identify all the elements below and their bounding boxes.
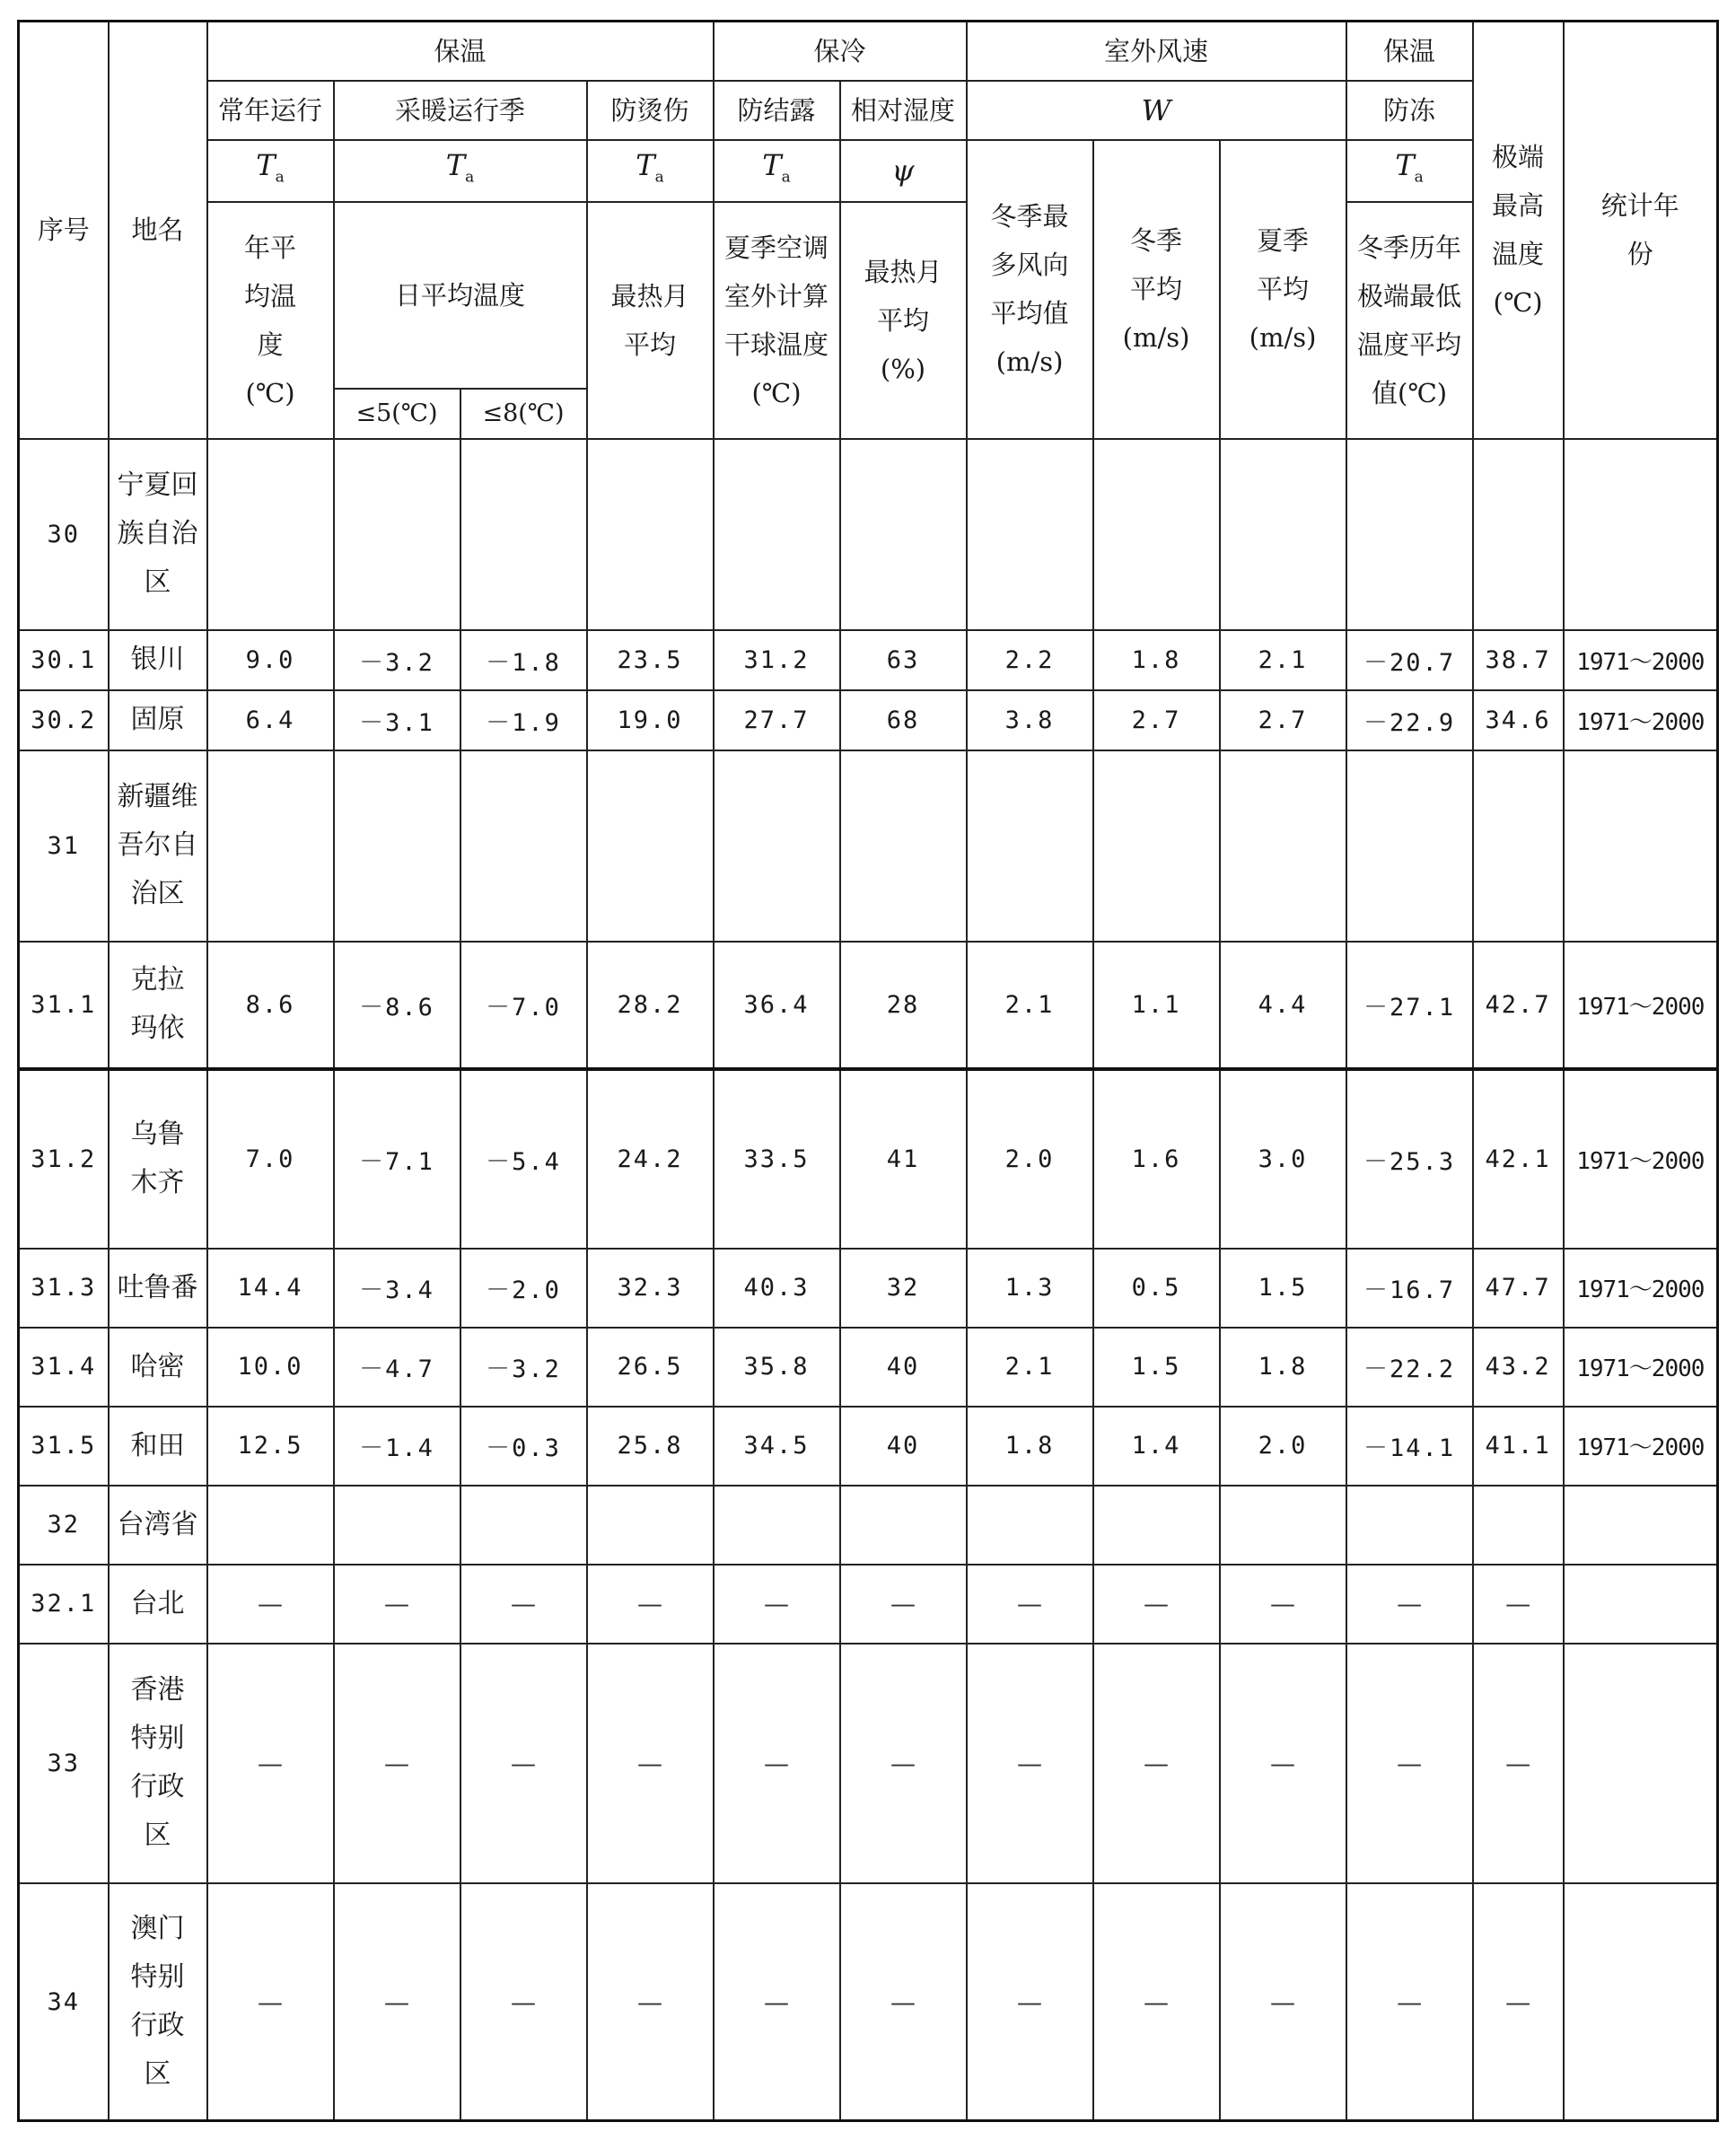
cell-stat-years bbox=[1564, 1644, 1718, 1883]
header-insulation-2: 保温 bbox=[1346, 22, 1473, 81]
cell-stat-years: 1971～2000 bbox=[1564, 1407, 1718, 1486]
cell-stat-years: 1971～2000 bbox=[1564, 942, 1718, 1069]
cell-le5: －8.6 bbox=[334, 942, 460, 1069]
cell-summer-avg-wind: 2.1 bbox=[1220, 630, 1346, 690]
row-seq: 31.5 bbox=[19, 1407, 109, 1486]
row-seq: 30 bbox=[19, 439, 109, 630]
cell-summer-ac-dry-bulb: 27.7 bbox=[714, 690, 840, 750]
cell-dash: — bbox=[714, 1644, 840, 1883]
cell-summer-ac-dry-bulb: 31.2 bbox=[714, 630, 840, 690]
row-place: 吐鲁番 bbox=[109, 1249, 207, 1328]
cell-dash: — bbox=[1346, 1883, 1473, 2121]
cell-dash: — bbox=[334, 1883, 460, 2121]
header-winter-avg: 冬季平均(m/s) bbox=[1093, 140, 1220, 439]
cell-le8: －3.2 bbox=[460, 1328, 587, 1407]
cell-winter-extreme-min: －16.7 bbox=[1346, 1249, 1473, 1328]
cell-annual-avg-temp: 8.6 bbox=[207, 942, 334, 1069]
row-seq: 32 bbox=[19, 1486, 109, 1565]
header-hottest-month-avg-pct: 最热月平均(%) bbox=[840, 202, 967, 439]
cell-le8: －2.0 bbox=[460, 1249, 587, 1328]
cell-winter-extreme-min: －14.1 bbox=[1346, 1407, 1473, 1486]
cell-extreme-high: 34.6 bbox=[1473, 690, 1564, 750]
row-place: 银川 bbox=[109, 630, 207, 690]
cell-dash: — bbox=[840, 1565, 967, 1644]
cell-annual-avg-temp: 14.4 bbox=[207, 1249, 334, 1328]
row-place: 克拉玛依 bbox=[109, 942, 207, 1069]
cell-dash: — bbox=[1093, 1565, 1220, 1644]
cell-winter-prevailing-wind: 3.8 bbox=[967, 690, 1093, 750]
row-place: 固原 bbox=[109, 690, 207, 750]
cell-summer-avg-wind: 1.5 bbox=[1220, 1249, 1346, 1328]
cell-summer-avg-wind: 2.0 bbox=[1220, 1407, 1346, 1486]
cell-stat-years: 1971～2000 bbox=[1564, 1249, 1718, 1328]
cell-relative-humidity: 32 bbox=[840, 1249, 967, 1328]
table-row bbox=[19, 1486, 1718, 1565]
cell-dash: — bbox=[1473, 1644, 1564, 1883]
cell-dash: — bbox=[967, 1883, 1093, 2121]
row-place: 和田 bbox=[109, 1407, 207, 1486]
cell-dash: — bbox=[587, 1644, 714, 1883]
cell-stat-years bbox=[1564, 1565, 1718, 1644]
row-place: 哈密 bbox=[109, 1328, 207, 1407]
cell-annual-avg-temp: 7.0 bbox=[207, 1069, 334, 1249]
cell-annual-avg-temp: 10.0 bbox=[207, 1328, 334, 1407]
row-place: 乌鲁木齐 bbox=[109, 1069, 207, 1249]
header-summer-avg: 夏季平均(m/s) bbox=[1220, 140, 1346, 439]
cell-summer-avg-wind: 4.4 bbox=[1220, 942, 1346, 1069]
header-wind: 室外风速 bbox=[967, 22, 1346, 81]
cell-stat-years: 1971～2000 bbox=[1564, 1069, 1718, 1249]
table-row bbox=[19, 1407, 1718, 1486]
cell-stat-years: 1971～2000 bbox=[1564, 630, 1718, 690]
cell-summer-avg-wind: 2.7 bbox=[1220, 690, 1346, 750]
row-place: 香港特别行政区 bbox=[109, 1644, 207, 1883]
cell-hottest-month-avg: 19.0 bbox=[587, 690, 714, 750]
cell-dash: — bbox=[587, 1883, 714, 2121]
row-seq: 34 bbox=[19, 1883, 109, 2121]
cell-dash: — bbox=[460, 1883, 587, 2121]
cell-dash: — bbox=[1346, 1644, 1473, 1883]
header-anti-condensation: 防结露 bbox=[714, 81, 840, 140]
table-row bbox=[19, 630, 1718, 690]
cell-relative-humidity: 28 bbox=[840, 942, 967, 1069]
row-place: 宁夏回族自治区 bbox=[109, 439, 207, 630]
header-relative-humidity: 相对湿度 bbox=[840, 81, 967, 140]
row-place: 台北 bbox=[109, 1565, 207, 1644]
header-cold-insulation: 保冷 bbox=[714, 22, 967, 81]
cell-dash: — bbox=[714, 1883, 840, 2121]
row-seq: 31.4 bbox=[19, 1328, 109, 1407]
cell-extreme-high: 42.1 bbox=[1473, 1069, 1564, 1249]
cell-summer-avg-wind: 1.8 bbox=[1220, 1328, 1346, 1407]
cell-relative-humidity: 40 bbox=[840, 1407, 967, 1486]
cell-extreme-high: 38.7 bbox=[1473, 630, 1564, 690]
cell-hottest-month-avg: 32.3 bbox=[587, 1249, 714, 1328]
cell-winter-avg-wind: 0.5 bbox=[1093, 1249, 1220, 1328]
cell-winter-extreme-min: －20.7 bbox=[1346, 630, 1473, 690]
cell-extreme-high: 43.2 bbox=[1473, 1328, 1564, 1407]
header-heating-season: 采暖运行季 bbox=[334, 81, 587, 140]
cell-dash: — bbox=[714, 1565, 840, 1644]
symbol-ta-3: $T_a$ bbox=[587, 140, 714, 202]
cell-winter-extreme-min: －25.3 bbox=[1346, 1069, 1473, 1249]
header-summer-ac-dry-bulb: 夏季空调室外计算干球温度(℃) bbox=[714, 202, 840, 439]
row-seq: 30.1 bbox=[19, 630, 109, 690]
cell-hottest-month-avg: 24.2 bbox=[587, 1069, 714, 1249]
row-place: 澳门特别行政区 bbox=[109, 1883, 207, 2121]
header-anti-scald: 防烫伤 bbox=[587, 81, 714, 140]
cell-relative-humidity: 40 bbox=[840, 1328, 967, 1407]
cell-stat-years bbox=[1564, 1883, 1718, 2121]
cell-dash: — bbox=[207, 1565, 334, 1644]
row-seq: 31.3 bbox=[19, 1249, 109, 1328]
symbol-ta-5: $T_a$ bbox=[1346, 140, 1473, 202]
symbol-ta-1: $T_a$ bbox=[207, 140, 334, 202]
header-le5: ≤5(℃) bbox=[334, 389, 460, 439]
cell-dash: — bbox=[460, 1644, 587, 1883]
cell-relative-humidity: 68 bbox=[840, 690, 967, 750]
climate-table-page bbox=[17, 20, 1717, 2122]
cell-le5: －3.4 bbox=[334, 1249, 460, 1328]
header-stat-years: 统计年份 bbox=[1564, 22, 1718, 439]
symbol-ta-2: $T_a$ bbox=[334, 140, 587, 202]
cell-winter-extreme-min: －22.9 bbox=[1346, 690, 1473, 750]
table-row bbox=[19, 1883, 1718, 2121]
header-le8: ≤8(℃) bbox=[460, 389, 587, 439]
table-header bbox=[19, 22, 1718, 439]
cell-dash: — bbox=[967, 1644, 1093, 1883]
header-extreme-high: 极端最高温度(℃) bbox=[1473, 22, 1564, 439]
table-row bbox=[19, 1565, 1718, 1644]
cell-summer-ac-dry-bulb: 35.8 bbox=[714, 1328, 840, 1407]
cell-winter-prevailing-wind: 1.3 bbox=[967, 1249, 1093, 1328]
climate-data-table bbox=[17, 20, 1719, 2122]
cell-winter-avg-wind: 1.6 bbox=[1093, 1069, 1220, 1249]
cell-dash: — bbox=[1220, 1883, 1346, 2121]
cell-dash: — bbox=[1473, 1565, 1564, 1644]
cell-le5: －3.2 bbox=[334, 630, 460, 690]
cell-summer-avg-wind: 3.0 bbox=[1220, 1069, 1346, 1249]
cell-dash: — bbox=[1220, 1565, 1346, 1644]
cell-extreme-high: 47.7 bbox=[1473, 1249, 1564, 1328]
cell-dash: — bbox=[840, 1644, 967, 1883]
cell-winter-avg-wind: 1.4 bbox=[1093, 1407, 1220, 1486]
cell-winter-extreme-min: －27.1 bbox=[1346, 942, 1473, 1069]
table-row bbox=[19, 1069, 1718, 1249]
header-winter-extreme-min: 冬季历年极端最低温度平均值(℃) bbox=[1346, 202, 1473, 439]
row-seq: 30.2 bbox=[19, 690, 109, 750]
cell-hottest-month-avg: 23.5 bbox=[587, 630, 714, 690]
header-annual-avg-temp: 年平均温度(℃) bbox=[207, 202, 334, 439]
cell-dash: — bbox=[587, 1565, 714, 1644]
row-place: 台湾省 bbox=[109, 1486, 207, 1565]
symbol-ta-4: $T_a$ bbox=[714, 140, 840, 202]
header-anti-freeze: 防冻 bbox=[1346, 81, 1473, 140]
table-row bbox=[19, 1644, 1718, 1883]
row-seq: 31 bbox=[19, 750, 109, 942]
symbol-psi: ψ bbox=[840, 140, 967, 202]
cell-summer-ac-dry-bulb: 34.5 bbox=[714, 1407, 840, 1486]
cell-summer-ac-dry-bulb: 36.4 bbox=[714, 942, 840, 1069]
cell-dash: — bbox=[840, 1883, 967, 2121]
cell-hottest-month-avg: 28.2 bbox=[587, 942, 714, 1069]
row-seq: 31.1 bbox=[19, 942, 109, 1069]
cell-winter-avg-wind: 1.5 bbox=[1093, 1328, 1220, 1407]
cell-le5: －7.1 bbox=[334, 1069, 460, 1249]
row-seq: 32.1 bbox=[19, 1565, 109, 1644]
cell-relative-humidity: 41 bbox=[840, 1069, 967, 1249]
cell-extreme-high: 41.1 bbox=[1473, 1407, 1564, 1486]
cell-winter-prevailing-wind: 2.0 bbox=[967, 1069, 1093, 1249]
row-place: 新疆维吾尔自治区 bbox=[109, 750, 207, 942]
cell-dash: — bbox=[1093, 1644, 1220, 1883]
cell-dash: — bbox=[1346, 1565, 1473, 1644]
header-seq: 序号 bbox=[19, 22, 109, 439]
header-insulation: 保温 bbox=[207, 22, 714, 81]
cell-annual-avg-temp: 6.4 bbox=[207, 690, 334, 750]
cell-dash: — bbox=[207, 1883, 334, 2121]
table-row bbox=[19, 690, 1718, 750]
cell-le8: －1.8 bbox=[460, 630, 587, 690]
cell-stat-years: 1971～2000 bbox=[1564, 690, 1718, 750]
cell-winter-avg-wind: 2.7 bbox=[1093, 690, 1220, 750]
cell-le8: －5.4 bbox=[460, 1069, 587, 1249]
cell-hottest-month-avg: 25.8 bbox=[587, 1407, 714, 1486]
cell-winter-avg-wind: 1.1 bbox=[1093, 942, 1220, 1069]
cell-le8: －1.9 bbox=[460, 690, 587, 750]
cell-summer-ac-dry-bulb: 33.5 bbox=[714, 1069, 840, 1249]
cell-dash: — bbox=[1093, 1883, 1220, 2121]
cell-le5: －1.4 bbox=[334, 1407, 460, 1486]
cell-dash: — bbox=[334, 1565, 460, 1644]
cell-dash: — bbox=[207, 1644, 334, 1883]
table-row bbox=[19, 942, 1718, 1069]
header-year-round: 常年运行 bbox=[207, 81, 334, 140]
header-hottest-month-avg: 最热月平均 bbox=[587, 202, 714, 439]
row-seq: 33 bbox=[19, 1644, 109, 1883]
cell-dash: — bbox=[460, 1565, 587, 1644]
cell-dash: — bbox=[967, 1565, 1093, 1644]
cell-stat-years: 1971～2000 bbox=[1564, 1328, 1718, 1407]
cell-annual-avg-temp: 12.5 bbox=[207, 1407, 334, 1486]
cell-winter-prevailing-wind: 2.2 bbox=[967, 630, 1093, 690]
row-seq: 31.2 bbox=[19, 1069, 109, 1249]
cell-relative-humidity: 63 bbox=[840, 630, 967, 690]
cell-winter-prevailing-wind: 2.1 bbox=[967, 942, 1093, 1069]
header-place: 地名 bbox=[109, 22, 207, 439]
cell-dash: — bbox=[334, 1644, 460, 1883]
header-daily-avg-temp: 日平均温度 bbox=[334, 202, 587, 389]
cell-extreme-high: 42.7 bbox=[1473, 942, 1564, 1069]
cell-dash: — bbox=[1220, 1644, 1346, 1883]
header-wind-symbol: W bbox=[967, 81, 1346, 140]
cell-winter-extreme-min: －22.2 bbox=[1346, 1328, 1473, 1407]
cell-le8: －7.0 bbox=[460, 942, 587, 1069]
cell-dash: — bbox=[1473, 1883, 1564, 2121]
table-row bbox=[19, 1328, 1718, 1407]
table-row bbox=[19, 1249, 1718, 1328]
table-body bbox=[19, 439, 1718, 2121]
table-row bbox=[19, 750, 1718, 942]
header-winter-prevailing-wind: 冬季最多风向平均值(m/s) bbox=[967, 140, 1093, 439]
cell-winter-avg-wind: 1.8 bbox=[1093, 630, 1220, 690]
cell-le8: －0.3 bbox=[460, 1407, 587, 1486]
cell-le5: －4.7 bbox=[334, 1328, 460, 1407]
table-row bbox=[19, 439, 1718, 630]
cell-annual-avg-temp: 9.0 bbox=[207, 630, 334, 690]
cell-winter-prevailing-wind: 1.8 bbox=[967, 1407, 1093, 1486]
cell-hottest-month-avg: 26.5 bbox=[587, 1328, 714, 1407]
cell-winter-prevailing-wind: 2.1 bbox=[967, 1328, 1093, 1407]
cell-le5: －3.1 bbox=[334, 690, 460, 750]
cell-summer-ac-dry-bulb: 40.3 bbox=[714, 1249, 840, 1328]
